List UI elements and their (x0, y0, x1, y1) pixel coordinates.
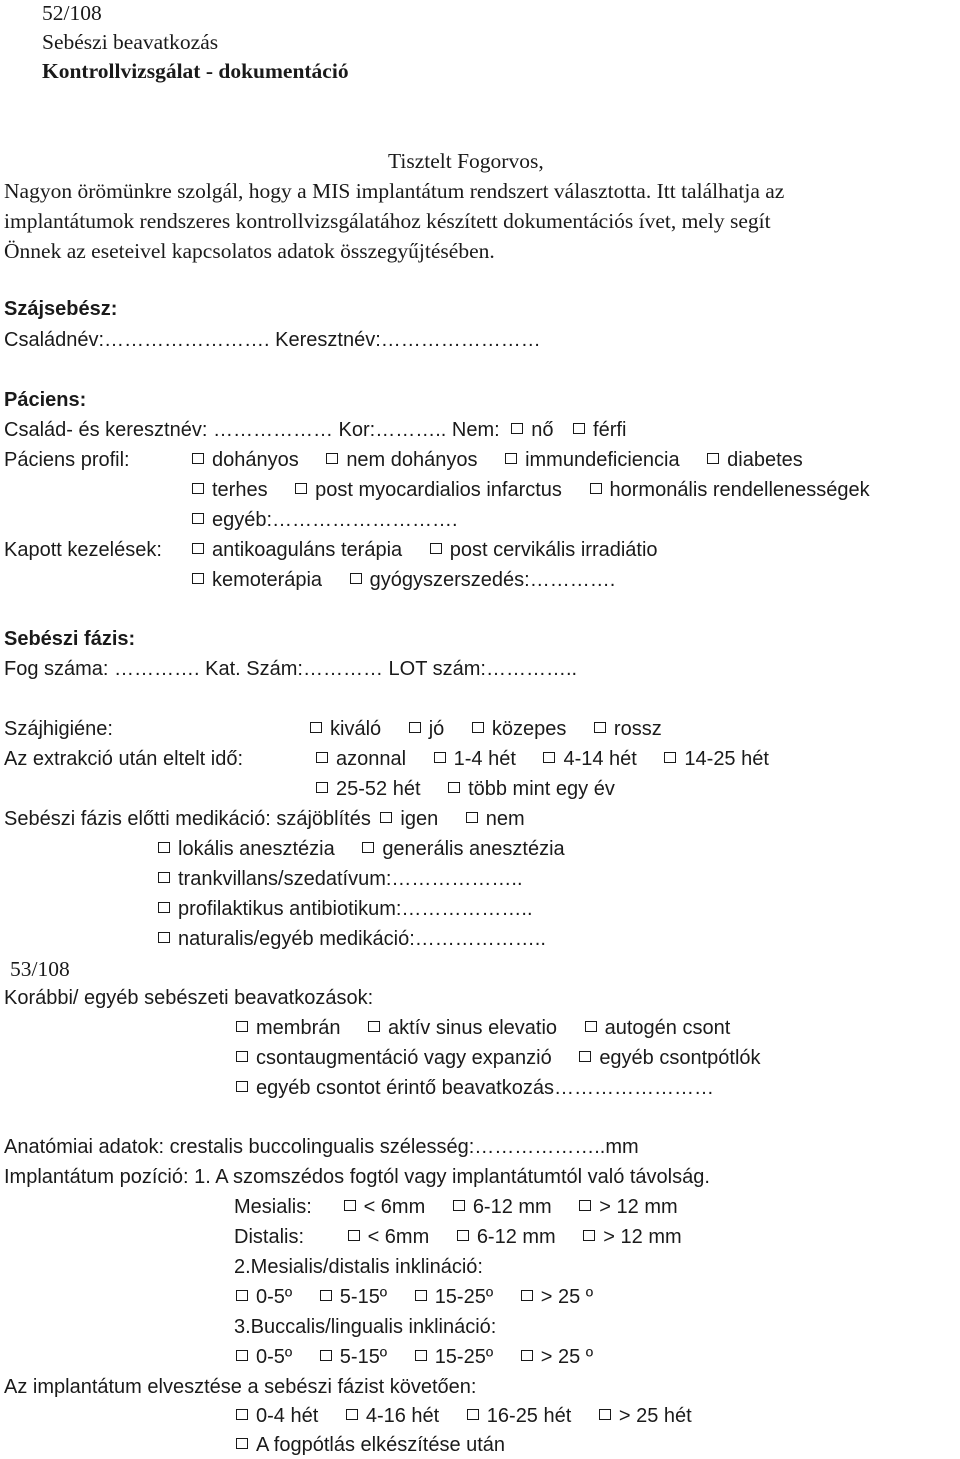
category-label: Sebészi beavatkozás (42, 30, 219, 54)
intro-line-3: Önnek az eseteivel kapcsolatos adatok összegyűjtésében. (4, 239, 495, 263)
option-label: membrán (256, 1017, 341, 1039)
checkbox-icon (585, 1021, 597, 1032)
checkbox-icon (158, 902, 170, 913)
mesial-option-gt12[interactable] (579, 1196, 677, 1218)
loss-option-16-25[interactable] (467, 1405, 572, 1427)
prior-option-other[interactable] (236, 1075, 714, 1101)
medication-label: Sebészi fázis előtti medikáció: szájöblítés (4, 808, 371, 830)
sex-option-female[interactable] (511, 419, 553, 441)
checkbox-icon (158, 842, 170, 853)
tooth-number-line: Fog száma: …………. Kat. Szám:………… LOT szám:………….. (4, 658, 578, 680)
extraction-option-14-25[interactable] (664, 748, 769, 770)
hygiene-option-poor[interactable] (594, 718, 662, 740)
checkbox-icon (344, 1200, 356, 1211)
hygiene-option-good[interactable] (409, 718, 445, 740)
option-label: csontaugmentáció vagy expanzió (256, 1047, 552, 1069)
extraction-option-immediate[interactable] (316, 748, 406, 770)
extraction-label: Az extrakció után eltelt idő: (4, 748, 244, 770)
checkbox-icon (409, 722, 421, 733)
option-label: dohányos (212, 449, 299, 471)
checkbox-icon (521, 1290, 533, 1301)
option-label: igen (400, 808, 439, 830)
option-label: < 6mm (367, 1226, 430, 1248)
checkbox-icon (316, 752, 328, 763)
option-label: > 25 º (540, 1346, 594, 1368)
checkbox-icon (348, 1230, 360, 1241)
hygiene-label: Szájhigiéne: (4, 718, 113, 740)
inclination-bl-label: 3.Buccalis/lingualis inklináció: (234, 1316, 497, 1338)
checkbox-icon (505, 453, 517, 464)
profile-row-1 (192, 447, 803, 473)
option-label: rossz (613, 718, 662, 740)
checkbox-icon (521, 1350, 533, 1361)
option-label: 5-15º (339, 1346, 388, 1368)
checkbox-icon (295, 483, 307, 494)
option-label: lokális anesztézia (178, 838, 335, 860)
option-label: < 6mm (363, 1196, 426, 1218)
checkbox-icon (192, 573, 204, 584)
sex-option-label: férfi (593, 419, 627, 441)
checkbox-icon (236, 1021, 248, 1032)
checkbox-icon (346, 1409, 358, 1420)
option-label: terhes (212, 479, 268, 501)
med-option-sedative[interactable] (158, 866, 523, 892)
checkbox-icon (158, 872, 170, 883)
checkbox-icon (310, 722, 322, 733)
incl-md-option-15-25[interactable] (415, 1286, 493, 1308)
loss-option-gt25[interactable] (599, 1405, 692, 1427)
checkbox-icon (236, 1438, 248, 1449)
med-option-natural[interactable] (158, 926, 546, 952)
inclination-md-row (236, 1284, 593, 1310)
checkbox-icon (590, 483, 602, 494)
checkbox-icon (320, 1290, 332, 1301)
incl-md-option-5-15[interactable] (320, 1286, 387, 1308)
incl-bl-option-gt25[interactable] (521, 1346, 593, 1368)
anatomy-line: Anatómiai adatok: crestalis buccolingualis szélesség:………………..mm (4, 1136, 639, 1158)
mesial-option-lt6[interactable] (344, 1196, 426, 1218)
option-label: egyéb csontot érintő beavatkozás…………………… (256, 1077, 714, 1099)
checkbox-icon (192, 483, 204, 494)
distal-option-gt12[interactable] (583, 1226, 681, 1248)
checkbox-icon (466, 812, 478, 823)
checkbox-icon (434, 752, 446, 763)
option-label: 6-12 mm (472, 1196, 552, 1218)
greeting: Tisztelt Fogorvos, (388, 149, 544, 173)
treatment-row-2 (192, 567, 615, 593)
profile-row-2 (192, 477, 870, 503)
page-number-bottom: 53/108 (10, 957, 70, 981)
option-label: 4-16 hét (365, 1405, 440, 1427)
option-label: 0-4 hét (256, 1405, 319, 1427)
checkbox-icon (236, 1290, 248, 1301)
profile-option-diabetes[interactable] (707, 449, 803, 471)
loss-option-0-4[interactable] (236, 1405, 318, 1427)
hygiene-options (310, 716, 662, 742)
inclination-md-label: 2.Mesialis/distalis inklináció: (234, 1256, 483, 1278)
checkbox-icon (320, 1350, 332, 1361)
checkbox-icon (415, 1350, 427, 1361)
checkbox-icon (380, 812, 392, 823)
intro-line-1: Nagyon örömünkre szolgál, hogy a MIS implantátum rendszert választotta. Itt találhatja az (4, 179, 785, 203)
prior-option-sinus[interactable] (368, 1017, 557, 1039)
position-label: Implantátum pozíció: 1. A szomszédos fogtól vagy implantátumtól való távolság. (4, 1166, 710, 1188)
medication-line (4, 806, 525, 832)
option-label: nem (485, 808, 525, 830)
option-label: naturalis/egyéb medikáció:……………….. (178, 928, 546, 950)
sex-option-male[interactable] (573, 419, 626, 441)
profile-option-pregnant[interactable] (192, 479, 268, 501)
extraction-row-2 (316, 776, 615, 802)
sex-option-label: nő (531, 419, 554, 441)
checkbox-icon (236, 1081, 248, 1092)
checkbox-icon (579, 1200, 591, 1211)
option-label: 4-14 hét (563, 748, 637, 770)
option-label: egyéb:………………………. (212, 509, 458, 531)
option-label: azonnal (336, 748, 407, 770)
mesial-row (234, 1194, 678, 1220)
option-label: jó (428, 718, 445, 740)
treatment-option-irradiation[interactable] (430, 539, 658, 561)
checkbox-icon (579, 1051, 591, 1062)
profile-option-post-mi[interactable] (295, 479, 562, 501)
distal-option-6-12[interactable] (457, 1226, 556, 1248)
treatment-option-medication[interactable] (350, 569, 616, 591)
option-label: 14-25 hét (684, 748, 769, 770)
checkbox-icon (158, 932, 170, 943)
treatment-option-anticoagulant[interactable] (192, 539, 402, 561)
checkbox-icon (543, 752, 555, 763)
loss-option-4-16[interactable] (346, 1405, 439, 1427)
option-label: > 25 hét (618, 1405, 692, 1427)
option-label: 16-25 hét (486, 1405, 572, 1427)
extraction-option-1-4[interactable] (434, 748, 516, 770)
incl-bl-option-15-25[interactable] (415, 1346, 493, 1368)
hygiene-option-excellent[interactable] (310, 718, 381, 740)
checkbox-icon (430, 543, 442, 554)
patient-heading: Páciens: (4, 389, 87, 411)
option-label: 25-52 hét (336, 778, 421, 800)
option-label: antikoaguláns terápia (212, 539, 403, 561)
checkbox-icon (457, 1230, 469, 1241)
mesial-option-6-12[interactable] (453, 1196, 552, 1218)
option-label: közepes (491, 718, 567, 740)
treatment-option-chemo[interactable] (192, 569, 322, 591)
loss-option-after-prosthesis[interactable] (236, 1432, 505, 1458)
extraction-option-25-52[interactable] (316, 778, 421, 800)
option-label: 1-4 hét (453, 748, 516, 770)
option-label: post myocardialios infarctus (315, 479, 562, 501)
distal-row (234, 1224, 682, 1250)
checkbox-icon (467, 1409, 479, 1420)
loss-row-1 (236, 1403, 692, 1429)
rinse-option-yes[interactable] (380, 808, 438, 830)
checkbox-icon (362, 842, 374, 853)
patient-name-text: Család- és keresztnév: ……………… Kor:……….. Nem: (4, 419, 500, 441)
option-label: post cervikális irradiátio (449, 539, 658, 561)
anesthesia-option-general[interactable] (362, 838, 564, 860)
option-label: immundeficiencia (525, 449, 680, 471)
page-number-top: 52/108 (42, 1, 102, 25)
incl-bl-option-5-15[interactable] (320, 1346, 387, 1368)
prior-option-bone-substitute[interactable] (579, 1047, 760, 1069)
med-option-antibiotic[interactable] (158, 896, 533, 922)
option-label: trankvillans/szedatívum:……………….. (178, 868, 523, 890)
intro-line-2: implantátumok rendszeres kontrollvizsgálatához készített dokumentációs ívet, mely segít (4, 209, 771, 233)
checkbox-icon (472, 722, 484, 733)
treatment-label: Kapott kezelések: (4, 539, 162, 561)
checkbox-icon (448, 782, 460, 793)
profile-option-immunodeficiency[interactable] (505, 449, 680, 471)
checkbox-icon (368, 1021, 380, 1032)
prior-option-autogenous[interactable] (585, 1017, 731, 1039)
option-label: aktív sinus elevatio (388, 1017, 558, 1039)
checkbox-icon (583, 1230, 595, 1241)
option-label: egyéb csontpótlók (599, 1047, 761, 1069)
checkbox-icon (236, 1350, 248, 1361)
option-label: > 12 mm (599, 1196, 678, 1218)
incl-md-option-gt25[interactable] (521, 1286, 593, 1308)
option-label: profilaktikus antibiotikum:……………….. (178, 898, 533, 920)
option-label: hormonális rendellenességek (609, 479, 870, 501)
option-label: A fogpótlás elkészítése után (256, 1434, 506, 1456)
profile-option-hormonal[interactable] (590, 479, 870, 501)
checkbox-icon (192, 453, 204, 464)
patient-name-line[interactable] (4, 417, 626, 443)
checkbox-icon (192, 543, 204, 554)
extraction-option-over-year[interactable] (448, 778, 615, 800)
prior-option-membrane[interactable] (236, 1017, 340, 1039)
distal-option-lt6[interactable] (348, 1226, 430, 1248)
option-label: gyógyszerszedés:…………. (369, 569, 616, 591)
loss-label: Az implantátum elvesztése a sebészi fázist követően: (4, 1376, 477, 1398)
hygiene-option-average[interactable] (472, 718, 567, 740)
mesial-label: Mesialis: (234, 1196, 312, 1218)
option-label: 15-25º (434, 1286, 494, 1308)
checkbox-icon (316, 782, 328, 793)
profile-label: Páciens profil: (4, 449, 130, 471)
anesthesia-option-local[interactable] (158, 838, 335, 860)
prior-option-augmentation[interactable] (236, 1047, 552, 1069)
surgeon-name-line: Családnév:……………………. Keresztnév:…………………… (4, 329, 541, 351)
option-label: 6-12 mm (476, 1226, 556, 1248)
rinse-option-no[interactable] (466, 808, 525, 830)
option-label: > 12 mm (603, 1226, 682, 1248)
option-label: diabetes (727, 449, 803, 471)
checkbox-icon (350, 573, 362, 584)
option-label: kemoterápia (212, 569, 323, 591)
profile-option-nonsmoker[interactable] (326, 449, 477, 471)
distal-label: Distalis: (234, 1226, 305, 1248)
anesthesia-row (158, 836, 565, 862)
checkbox-icon (415, 1290, 427, 1301)
option-label: autogén csont (604, 1017, 731, 1039)
checkbox-icon (707, 453, 719, 464)
surgical-heading: Sebészi fázis: (4, 628, 136, 650)
treatment-row-1 (192, 537, 658, 563)
option-label: 0-5º (256, 1346, 293, 1368)
prior-label: Korábbi/ egyéb sebészeti beavatkozások: (4, 987, 374, 1009)
option-label: 15-25º (434, 1346, 494, 1368)
profile-row-3 (192, 507, 458, 533)
surgeon-heading: Szájsebész: (4, 298, 118, 320)
prior-row-1 (236, 1015, 730, 1041)
extraction-option-4-14[interactable] (543, 748, 636, 770)
profile-option-other[interactable] (192, 509, 458, 531)
checkbox-icon (326, 453, 338, 464)
option-label: > 25 º (540, 1286, 594, 1308)
incl-md-option-0-5[interactable] (236, 1286, 292, 1308)
checkbox-icon (453, 1200, 465, 1211)
option-label: több mint egy év (468, 778, 615, 800)
option-label: generális anesztézia (382, 838, 565, 860)
checkbox-icon (236, 1409, 248, 1420)
extraction-row-1 (316, 746, 769, 772)
option-label: kiváló (330, 718, 382, 740)
prior-row-2 (236, 1045, 761, 1071)
incl-bl-option-0-5[interactable] (236, 1346, 292, 1368)
checkbox-icon (599, 1409, 611, 1420)
document-title: Kontrollvizsgálat - dokumentáció (42, 59, 349, 83)
checkbox-icon (511, 423, 523, 434)
inclination-bl-row (236, 1344, 593, 1370)
option-label: 5-15º (339, 1286, 388, 1308)
checkbox-icon (192, 513, 204, 524)
profile-option-smoker[interactable] (192, 449, 299, 471)
checkbox-icon (664, 752, 676, 763)
option-label: 0-5º (256, 1286, 293, 1308)
checkbox-icon (573, 423, 585, 434)
checkbox-icon (594, 722, 606, 733)
checkbox-icon (236, 1051, 248, 1062)
option-label: nem dohányos (346, 449, 478, 471)
